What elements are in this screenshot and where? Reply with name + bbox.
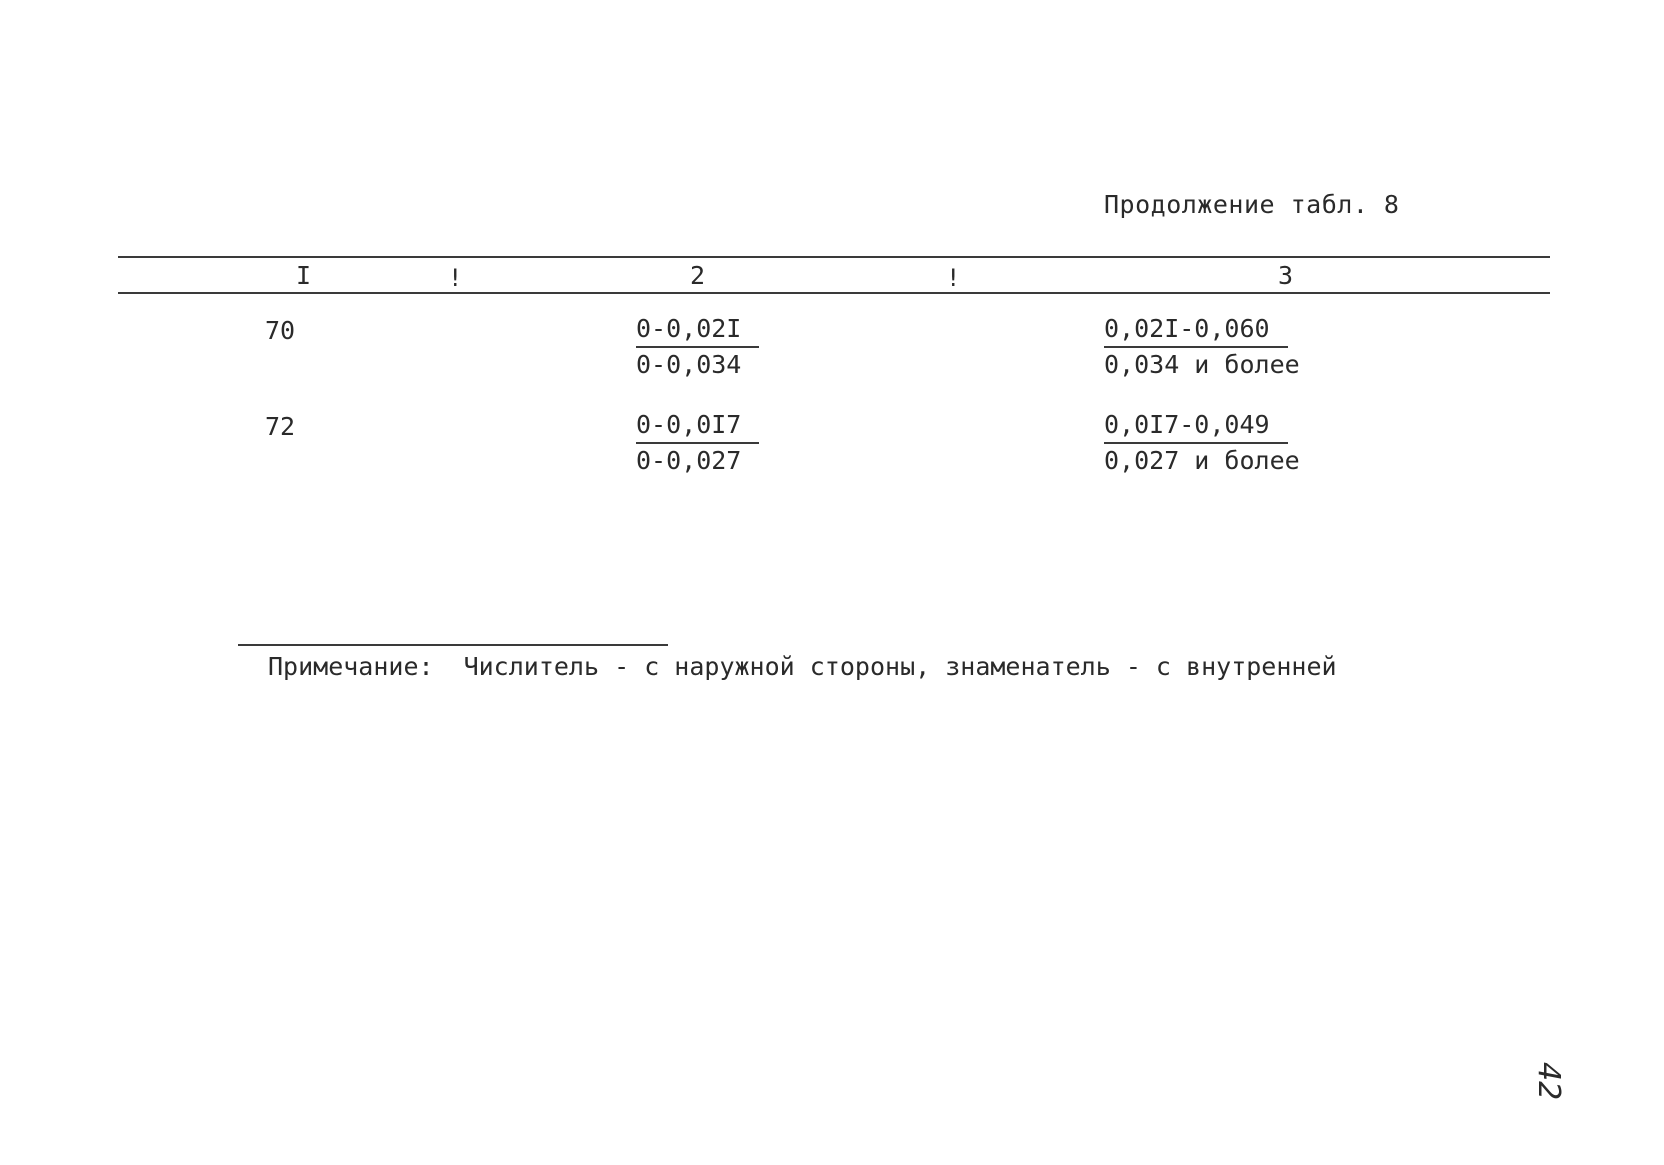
table-header-bottom-rule [118, 292, 1550, 294]
footnote-label: Примечание: [268, 652, 434, 681]
column-header-2: 2 [690, 261, 706, 290]
fraction-numerator: 0-0,0I7 [636, 410, 759, 444]
footnote-rule [238, 644, 668, 646]
table-continuation-caption: Продолжение табл. 8 [1104, 190, 1400, 219]
fraction-denominator: 0-0,027 [636, 446, 742, 475]
fraction-denominator: 0-0,034 [636, 350, 742, 379]
table-row-1-col2-fraction [636, 314, 759, 380]
column-separator: ! [448, 264, 463, 292]
fraction-numerator: 0,02I-0,060 [1104, 314, 1288, 348]
fraction-denominator: 0,034 и более [1104, 350, 1300, 379]
column-header-1: I [296, 261, 312, 290]
page-number: 42 [1531, 1062, 1566, 1101]
fraction-numerator: 0,0I7-0,049 [1104, 410, 1288, 444]
column-separator: ! [946, 264, 961, 292]
fraction-numerator: 0-0,02I [636, 314, 759, 348]
footnote-text: Числитель - с наружной стороны, знаменатель - с внутренней [463, 652, 1337, 681]
table-row-2-col3-fraction [1104, 410, 1300, 476]
table-row-1-col3-fraction [1104, 314, 1300, 380]
table-row-2-col1: 72 [265, 412, 296, 441]
table-row-1-col1: 70 [265, 316, 296, 345]
table-header-top-rule [118, 256, 1550, 258]
footnote [268, 652, 1337, 682]
fraction-denominator: 0,027 и более [1104, 446, 1300, 475]
column-header-3: 3 [1278, 261, 1294, 290]
table-row-2-col2-fraction [636, 410, 759, 476]
